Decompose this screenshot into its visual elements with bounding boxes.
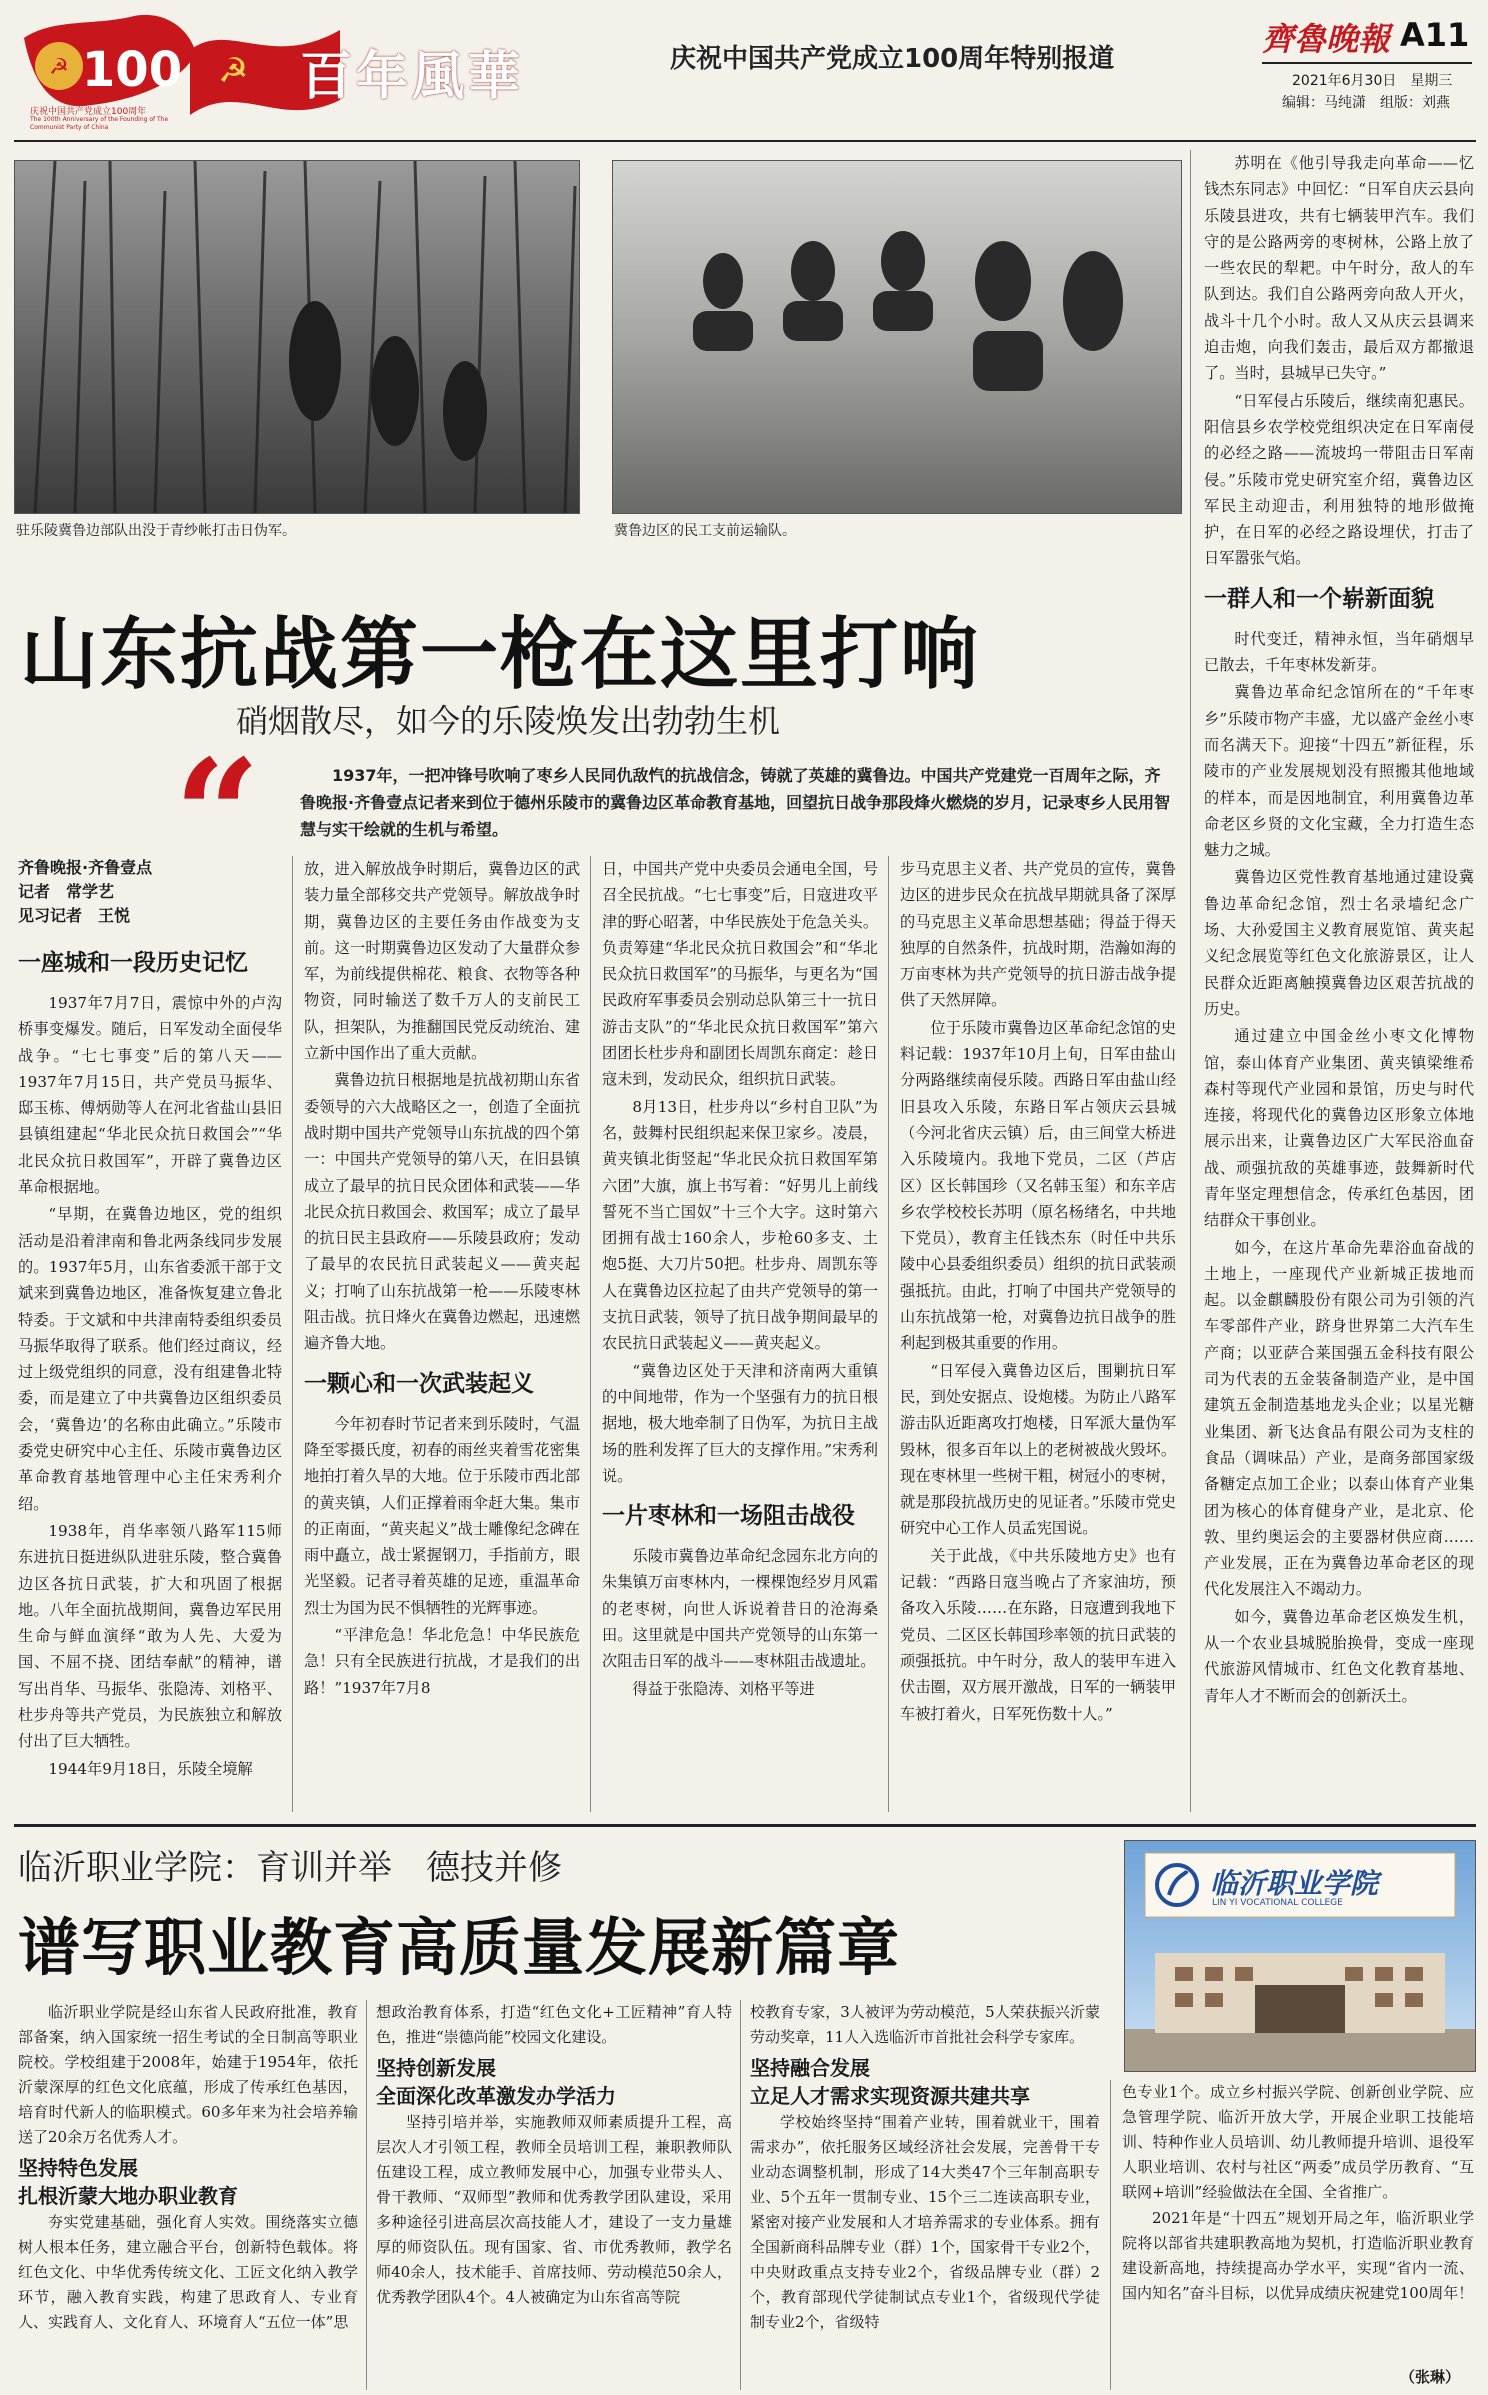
paragraph: 想政治教育体系，打造“红色文化+工匠精神”育人特色，推进“崇德尚能”校园文化建设。 [376, 2003, 732, 2046]
story1-column-3 [602, 856, 878, 1812]
masthead [0, 0, 1488, 140]
story1-byline [18, 856, 152, 928]
story2-column-4 [1122, 2080, 1474, 2370]
story2-column-1 [18, 2000, 358, 2390]
page-editors: 编辑：马纯潇 组版：刘燕 [1282, 95, 1450, 111]
story1-column-5 [1204, 150, 1474, 1812]
heading-line-1: 坚持创新发展 [376, 2056, 496, 2080]
school-sign-text-en: LIN YI VOCATIONAL COLLEGE [1212, 1898, 1343, 1908]
section-heading-innovative-development [376, 2054, 732, 2110]
paragraph: “平津危急！华北危急！中华民族危急！只有全民族进行抗战，才是我们的出路！”1937年7月8 [304, 1626, 580, 1697]
paragraph: 冀鲁边革命纪念馆所在的“千年枣乡”乐陵市物产丰盛，尤以盛产金丝小枣而名满天下。迎接“十四五”新征程，乐陵市的产业发展规划没有照搬其他地域的样本，而是因地制宜，利用冀鲁边革命老区乡贤的文化宝藏，全力打造生态魅力之城。 [1204, 683, 1474, 860]
paragraph: 夯实党建基础，强化育人实效。围绕落实立德树人根本任务，建立融合平台，创新特色载体。将红色文化、中华优秀传统文化、工匠文化纳入教学环节，融入教育实践，构建了思政育人、专业育人、实践育人、文化育人、环境育人“五位一体”思 [18, 2213, 358, 2331]
story1-headline: 山东抗战第一枪在这里打响 [20, 610, 981, 700]
section-heading-integrated-development [750, 2054, 1100, 2110]
story2-kicker: 临沂职业学院：育训并举 德技并修 [18, 1848, 562, 1888]
column-divider [590, 856, 591, 1812]
column-divider [366, 2000, 367, 2390]
paragraph: 关于此战，《中共乐陵地方史》也有记载：“西路日寇当晚占了齐家油坊，预备攻入乐陵……在东路，日寇遭到我地下党员、二区区长韩国珍率领的抗日武装的顽强抵抗。中午时分，敌人的装甲车进入伏击圈，双方展开激战，日军的一辆装甲车被打着火，日军死伤数十人。” [900, 1546, 1176, 1723]
svg-text:☭: ☭ [49, 55, 69, 80]
paragraph: 坚持引培并举，实施教师双师素质提升工程，高层次人才引领工程，教师全员培训工程，兼职教师队伍建设工程，成立教师发展中心，加强专业带头人、骨干教师、“双师型”教师和优秀教学团队建设，采用多种途径引进高层次高技能人才，建设了一支力量雄厚的师资队伍。现有国家、省、市优秀教师，教学名师40余人，技术能手、首席技师、劳动模范50余人，优秀教学团队4个。4人被确定为山东省高等院 [376, 2113, 732, 2306]
masthead-bottom-rule [14, 140, 1476, 142]
story1-column-1 [18, 936, 282, 1812]
story1-column-4 [900, 856, 1176, 1812]
page-number: A11 [1400, 16, 1470, 54]
section-heading-city-memory: 一座城和一段历史记忆 [18, 950, 248, 976]
paragraph: 如今，在这片革命先辈浴血奋战的土地上，一座现代产业新城正拔地而起。以金麒麟股份有限公司为引领的汽车零部件产业，跻身世界第二大汽车生产商；以亚萨合莱国强五金科技有限公司为代表的五金装备制造产业，是中国建筑五金制造基地龙头企业；以星光糖业集团、新飞达食品有限公司为支柱的食品（调味品）产业，是商务部国家级备糖定点加工企业；以泰山体育产业集团为核心的体育健身产业，是北京、伦敦、里约奥运会的主要器材供应商……产业发展，正在为冀鲁边革命老区的现代化发展注入不竭动力。 [1204, 1238, 1474, 1599]
paper-name: 齊魯晚報 [1262, 20, 1391, 58]
paragraph: 放，进入解放战争时期后，冀鲁边区的武装力量全部移交共产党领导。解放战争时期，冀鲁边区的主要任务由作战变为支前。这一时期冀鲁边区发动了大量群众参军，为前线提供棉花、粮食、衣物等各种物资，同时输送了数千万人的支前民工队，担架队，为推翻国民党反动统治、建立新中国作出了重大贡献。 [304, 860, 580, 1063]
story1-column-2 [304, 856, 580, 1812]
paragraph: 位于乐陵市冀鲁边区革命纪念馆的史料记载：1937年10月上旬，日军由盐山分两路继续南侵乐陵。西路日军由盐山经旧县攻入乐陵，东路日军占领庆云县城（今河北省庆云镇）后，由三间堂大桥进入乐陵境内。我地下党员，二区（芦店区）区长韩国珍（又名韩玉玺）和东辛店乡农学校校长苏明（原名杨绪名，中共地下党员），教育主任钱杰东（时任中共乐陵中心县委组织委员）组织的抗日武装顽强抵抗。由此，打响了中国共产党领导的山东抗战第一枪，对冀鲁边抗日战争的胜利起到极其重要的作用。 [900, 1018, 1176, 1353]
paragraph: 校教育专家，3人被评为劳动模范，5人荣获振兴沂蒙劳动奖章，11人入选临沂市首批社会科学专家库。 [750, 2003, 1100, 2046]
paragraph: 如今，冀鲁边革命老区焕发生机，从一个农业县城脱胎换骨，变成一座现代旅游风情城市、红色文化教育基地、青年人才不断而会的创新沃土。 [1204, 1607, 1474, 1705]
paragraph: 时代变迁，精神永恒，当年硝烟早已散去，千年枣林发新芽。 [1204, 629, 1474, 675]
paragraph: 1937年7月7日，震惊中外的卢沟桥事变爆发。随后，日军发动全面侵华战争。“七七事变”后的第八天——1937年7月15日，共产党员马振华、邸玉栋、傅炳勋等人在河北省盐山县旧县镇组建起“华北民众抗日救国会”“华北民众抗日救国军”，开辟了冀鲁边区革命根据地。 [18, 994, 282, 1197]
paragraph: “冀鲁边区处于天津和济南两大重镇的中间地带，作为一个坚强有力的抗日根据地，极大地牵制了日伪军，为抗日主战场的胜利发挥了巨大的支撑作用。”宋秀利说。 [602, 1361, 878, 1485]
section-heading-uprising: 一颗心和一次武装起义 [304, 1370, 534, 1397]
story2-author: （张琳） [1400, 2368, 1461, 2386]
column-divider [1110, 2080, 1111, 2390]
paragraph: 步马克思主义者、共产党员的宣传，冀鲁边区的进步民众在抗战早期就具备了深厚的马克思主义革命思想基础；得益于得天独厚的自然条件，抗战时期，浩瀚如海的万亩枣林为共产党领导的抗日游击战争提供了天然屏障。 [900, 860, 1176, 1010]
paragraph: 1938年，肖华率领八路军115师东进抗日挺进纵队进驻乐陵，整合冀鲁边区各抗日武装，扩大和巩固了根据地。八年全面抗战期间，冀鲁边军民用生命与鲜血演绎“敢为人先、大爱为国、不屈不挠、团结奉献”的精神，谱写出肖华、马振华、张隐涛、刘格平、杜步舟等共产党员，为民族独立和解放付出了巨大牺牲。 [18, 1521, 282, 1751]
heading-line-2: 全面深化改革激发办学活力 [376, 2084, 616, 2108]
issue-date: 2021年6月30日 星期三 [1292, 73, 1453, 89]
logo-caption-en: The 100th Anniversary of the Founding of The Communist Party of China [30, 116, 169, 131]
photo-caption-left: 驻乐陵冀鲁边部队出没于青纱帐打击日伪军。 [16, 523, 296, 539]
column-divider [888, 856, 889, 1812]
byline-outlet: 齐鲁晚报·齐鲁壹点 [18, 858, 153, 877]
section-heading-new-look: 一群人和一个崭新面貌 [1204, 585, 1434, 612]
paragraph: 冀鲁边区党性教育基地通过建设冀鲁边革命纪念馆，烈士名录墙纪念广场、大孙爱国主义教育展览馆、黄夹起义纪念展览等红色文化旅游景区，让人民群众近距离触摸冀鲁边区艰苦抗战的历史。 [1204, 868, 1474, 1018]
section-heading-jujube-forest: 一片枣林和一场阻击战役 [602, 1503, 855, 1530]
paragraph: 冀鲁边抗日根据地是抗战初期山东省委领导的六大战略区之一，创造了全面抗战时期中国共产党领导山东抗战的四个第一：中国共产党领导的第八天，在旧县镇成立了最早的抗日民众团体和武装——华北民众抗日救国会、救国军；成立了最早的抗日民主县政府——乐陵县政府；发动了最早的农民抗日武装起义——黄夹起义；打响了山东抗战第一枪——乐陵枣林阻击战。抗日烽火在冀鲁边燃起，迅速燃遍齐鲁大地。 [304, 1071, 580, 1353]
photo-militia-transport-supplies [612, 160, 1182, 514]
heading-line-2: 扎根沂蒙大地办职业教育 [18, 2184, 238, 2208]
svg-text:☭: ☭ [218, 51, 249, 91]
story1-subheadline: 硝烟散尽，如今的乐陵焕发出勃勃生机 [236, 702, 781, 740]
logo-caption: 庆祝中国共产党成立100周年 [30, 107, 147, 117]
paragraph: 乐陵市冀鲁边革命纪念园东北方向的朱集镇万亩枣林内，一棵棵饱经岁月风霜的老枣树，向世人诉说着昔日的沧海桑田。这里就是中国共产党领导的山东第一次阻击日军的战斗——枣林阻击战遗址。 [602, 1547, 878, 1671]
quote-mark-icon: “ [174, 727, 261, 903]
paragraph: 通过建立中国金丝小枣文化博物馆，泰山体育产业集团、黄夹镇梁维希森村等现代产业园和景馆，历史与时代连接，将现代化的冀鲁边区形象立体地展示出来，让冀鲁边区广大军民浴血奋战、顽强抗敌的英雄事迹，鼓舞新时代青年坚定理想信念，传承红色基因，团结群众干事创业。 [1204, 1027, 1474, 1230]
paragraph: 得益于张隐涛、刘格平等进 [632, 1679, 815, 1698]
school-sign-text: 临沂职业学院 [1210, 1867, 1379, 1900]
story-separator [14, 1824, 1476, 1827]
section-brand: 百年風華 [300, 46, 525, 107]
story1-intro: 1937年，一把冲锋号吹响了枣乡人民同仇敌忾的抗战信念，铸就了英雄的冀鲁边。中国共产党建党一百周年之际，齐鲁晚报·齐鲁壹点记者来到位于德州乐陵市的冀鲁边区革命教育基地，回望抗日战争那段烽火燃烧的岁月，记录枣乡人民用智慧与实干绘就的生机与希望。 [300, 766, 1171, 839]
paragraph: 学校始终坚持“围着产业转，围着就业干，围着需求办”，依托服务区域经济社会发展，完善骨干专业动态调整机制，形成了14大类47个三年制高职专业、5个五年一贯制专业、15个三二连读高职专业，紧密对接产业发展和人才培养需求的专业体系。拥有全国新商科品牌专业（群）1个，国家骨干专业2个，中央财政重点支持专业2个，省级品牌专业（群）2个，教育部现代学徒制试点专业1个，省级现代学徒制专业2个，省级特 [750, 2113, 1100, 2331]
byline-trainee-reporter: 见习记者 王悦 [18, 906, 131, 925]
paragraph: 苏明在《他引导我走向革命——忆钱杰东同志》中回忆：“日军自庆云县向乐陵县进攻，共有七辆装甲汽车。我们守的是公路两旁的枣树林，公路上放了一些农民的犁耙。中午时分，敌人的车队到达。我们自公路两旁向敌人开火，战斗十几个小时。敌人又从庆云县调来迫击炮，向我们轰击，最后双方都撤退了。当时，县城早已失守。” [1204, 154, 1474, 383]
paragraph: 今年初春时节记者来到乐陵时，气温降至零摄氏度，初春的雨丝夹着雪花密集地拍打着久旱的大地。位于乐陵市西北部的黄夹镇，人们正撑着雨伞赶大集。集市的正南面，“黄夹起义”战士雕像纪念碑在雨中矗立，战士紧握钢刀，手指前方，眼光坚毅。记者寻着英雄的足迹，重温革命烈士为国为民不惧牺牲的光辉事迹。 [304, 1414, 580, 1617]
section-heading-characteristic-development [18, 2154, 358, 2210]
paragraph: “日军侵入冀鲁边区后，围剿抗日军民，到处安据点、设炮楼。为防止八路军游击队近距离攻打炮楼，日军派大量伪军毁林，很多百年以上的老树被战火毁坏。现在枣林里一些树干粗，树冠小的枣树，就是那段抗战历史的见证者。”乐陵市党史研究中心工作人员孟宪国说。 [900, 1361, 1176, 1538]
paragraph: 临沂职业学院是经山东省人民政府批准，教育部备案，纳入国家统一招生考试的全日制高等职业院校。学校组建于2008年，始建于1954年，依托沂蒙深厚的红色文化底蕴，形成了传承红色基因，培育时代新人的临职模式。60多年来为社会培养输送了20余万名优秀人才。 [18, 2003, 358, 2146]
paragraph: “日军侵占乐陵后，继续南犯惠民。阳信县乡农学校党组织决定在日军南侵的必经之路——流坡坞一带阻击日军南侵。”乐陵市党史研究室介绍，冀鲁边区军民主动迎击，利用独特的地形做掩护，在日军的必经之路设埋伏，打击了日军嚣张气焰。 [1204, 391, 1474, 568]
paragraph: “早期，在冀鲁边地区，党的组织活动是沿着津南和鲁北两条线同步发展的。1937年5月，山东省委派干部于文斌来到冀鲁边地区，准备恢复建立鲁北特委。于文斌和中共津南特委组织委员马振华取得了联系。他们经过商议，经过上级党组织的同意，没有组建鲁北特委，而是建立了中共冀鲁边区组织委员会，‘冀鲁边’的名称由此确立。”乐陵市委党史研究中心主任、乐陵市冀鲁边区革命教育基地管理中心主任宋秀利介绍。 [18, 1205, 282, 1513]
paragraph: 色专业1个。成立乡村振兴学院、创新创业学院、应急管理学院、临沂开放大学，开展企业职工技能培训、特种作业人员培训、幼儿教师提升培训、退役军人职业培训、农村与社区“两委”成员学历教育、“互联网+培训”经验做法在全国、全省推广。 [1122, 2083, 1474, 2201]
paragraph: 1944年9月18日，乐陵全境解 [48, 1759, 253, 1778]
photo-caption-right: 冀鲁边区的民工支前运输队。 [614, 523, 796, 539]
paragraph: 2021年是“十四五”规划开局之年，临沂职业学院将以部省共建职教高地为契机，打造临沂职业教育建设新高地，持续提高办学水平，实现“省内一流、国内知名”奋斗目标，以优异成绩庆祝建党100周年！ [1122, 2209, 1474, 2302]
masthead-divider [1262, 62, 1472, 64]
paragraph: 8月13日，杜步舟以“乡村自卫队”为名，鼓舞村民组织起来保卫家乡。凌晨，黄夹镇北街竖起“华北民众抗日救国军第六团”大旗，旗上书写着：“好男儿上前线誓死不当亡国奴”十三个大字。这时第六团拥有战士160余人，步枪60多支、土炮5挺、大刀片50把。杜步舟、周凯东等人在冀鲁边区拉起了由共产党领导的第一支抗日武装，领导了抗日战争期间最早的农民抗日武装起义——黄夹起义。 [602, 1097, 878, 1353]
column-divider [1190, 150, 1191, 1812]
column-divider [740, 2000, 741, 2390]
story2-column-2 [376, 2000, 732, 2390]
paragraph: 日，中国共产党中央委员会通电全国，号召全民抗战。“七七事变”后，日寇进攻平津的野心昭著，中华民族处于危急关头。负责筹建“华北民众抗日救国会”和“华北民众抗日救国军”的马振华，与更名为“国民政府军事委员会别动总队第三十一抗日游击支队”的“华北民众抗日救国军”第六团团长杜步舟和副团长周凯东商定：趁日寇未到，发动民众，组织抗日武装。 [602, 860, 878, 1089]
heading-line-2: 立足人才需求实现资源共建共享 [750, 2084, 1030, 2108]
special-report-title: 庆祝中国共产党成立100周年特别报道 [670, 44, 1115, 74]
story2-column-3 [750, 2000, 1100, 2390]
byline-reporter: 记者 常学艺 [18, 882, 115, 901]
photo-soldiers-in-sorghum-field [14, 160, 580, 514]
story2-headline: 谱写职业教育高质量发展新篇章 [18, 1911, 901, 1984]
heading-line-1: 坚持融合发展 [750, 2056, 870, 2080]
column-divider [292, 856, 293, 1812]
logo-number: 100 [81, 42, 183, 98]
heading-line-1: 坚持特色发展 [18, 2156, 138, 2180]
